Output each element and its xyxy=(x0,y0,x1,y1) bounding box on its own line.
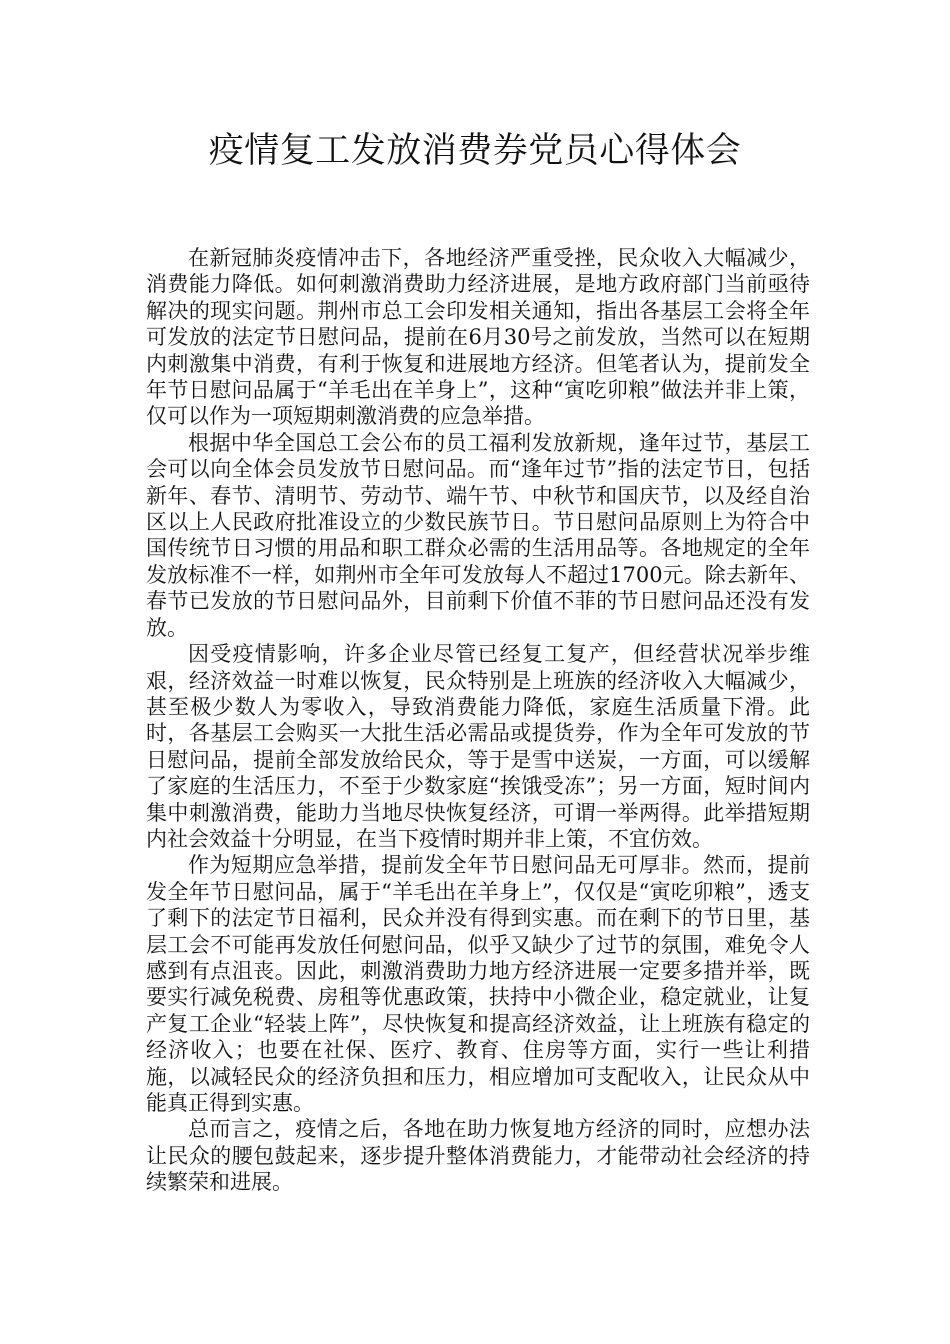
paragraph-4: 作为短期应急举措，提前发全年节日慰问品无可厚非。然而，提前发全年节日慰问品，属于“羊毛出在羊身上”，仅仅是“寅吃卯粮”，透支了剩下的法定节日福利，民众并没有得到实惠。而在剩下的节日里，基层工会不可能再发放任何慰问品，似乎又缺少了过节的氛围，难免令人感到有点沮丧。因此，刺激消费助力地方经济进展一定要多措并举，既要实行减免税费、房租等优惠政策，扶持中小微企业，稳定就业，让复产复工企业“轻装上阵”，尽快恢复和提高经济效益，让上班族有稳定的经济收入；也要在社保、医疗、教育、住房等方面，实行一些让利措施，以减轻民众的经济负担和压力，相应增加可支配收入，让民众从中能真正得到实惠。 xyxy=(146,853,810,1115)
page-title: 疫情复工发放消费券党员心得体会 xyxy=(208,131,742,171)
document-body xyxy=(146,245,810,1196)
paragraph-3: 因受疫情影响，许多企业尽管已经复工复产，但经营状况举步维艰，经济效益一时难以恢复，民众特别是上班族的经济收入大幅减少，甚至极少数人为零收入，导致消费能力降低，家庭生活质量下滑。此时，各基层工会购买一大批生活必需品或提货券，作为全年可发放的节日慰问品，提前全部发放给民众，等于是雪中送炭，一方面，可以缓解了家庭的生活压力，不至于少数家庭“挨饿受冻”；另一方面，短时间内集中刺激消费，能助力当地尽快恢复经济，可谓一举两得。此举措短期内社会效益十分明显，在当下疫情时期并非上策，不宜仿效。 xyxy=(146,642,810,851)
paragraph-5: 总而言之，疫情之后，各地在助力恢复地方经济的同时，应想办法让民众的腰包鼓起来，逐步提升整体消费能力，才能带动社会经济的持续繁荣和进展。 xyxy=(146,1117,810,1195)
paragraph-2: 根据中华全国总工会公布的员工福利发放新规，逢年过节，基层工会可以向全体会员发放节日慰问品。而“逢年过节”指的法定节日，包括新年、春节、清明节、劳动节、端午节、中秋节和国庆节，以及经自治区以上人民政府批准设立的少数民族节日。节日慰问品原则上为符合中国传统节日习惯的用品和职工群众必需的生活用品等。各地规定的全年发放标准不一样，如荆州市全年可发放每人不超过1700元。除去新年、春节已发放的节日慰问品外，目前剩下价值不菲的节日慰问品还没有发放。 xyxy=(146,430,810,640)
paragraph-1: 在新冠肺炎疫情冲击下，各地经济严重受挫，民众收入大幅减少，消费能力降低。如何刺激消费助力经济进展，是地方政府部门当前亟待解决的现实问题。荆州市总工会印发相关通知，指出各基层工会将全年可发放的法定节日慰问品，提前在6月30号之前发放，当然可以在短期内刺激集中消费，有利于恢复和进展地方经济。但笔者认为，提前发全年节日慰问品属于“羊毛出在羊身上”，这种“寅吃卯粮”做法并非上策，仅可以作为一项短期刺激消费的应急举措。 xyxy=(146,246,810,429)
